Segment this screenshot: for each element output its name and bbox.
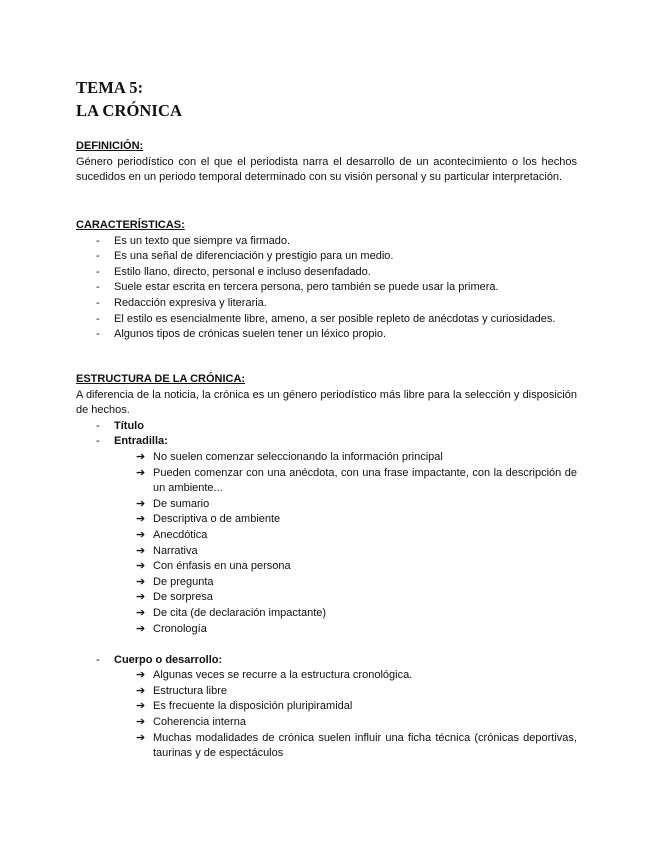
list-item — [76, 434, 577, 450]
list-item-text: Anecdótica — [153, 528, 208, 541]
list-item — [76, 559, 577, 575]
arrow-right-icon: ➔ — [136, 591, 146, 604]
dash-marker: - — [96, 653, 100, 666]
list-item-text: Algunas veces se recurre a la estructura cronológica. — [153, 669, 413, 682]
list-item — [76, 265, 577, 281]
list-item-text: Es frecuente la disposición pluripiramidal — [153, 700, 353, 713]
list-item — [76, 668, 577, 684]
list-item — [76, 512, 577, 528]
list-item-text: Coherencia interna — [153, 716, 246, 729]
structure-parts-list — [76, 419, 577, 450]
dash-marker: - — [96, 296, 100, 309]
list-item — [76, 528, 577, 544]
list-item-text: Algunos tipos de crónicas suelen tener un léxico propio. — [114, 328, 387, 341]
arrow-right-icon: ➔ — [136, 684, 146, 697]
arrow-right-icon: ➔ — [136, 669, 146, 682]
structure-part-cuerpo: Cuerpo o desarrollo: — [114, 653, 223, 666]
list-item-text: Estructura libre — [153, 684, 227, 697]
characteristics-list — [76, 234, 577, 343]
list-item — [76, 590, 577, 606]
list-item — [76, 544, 577, 560]
list-item — [76, 699, 577, 715]
list-item-text: No suelen comenzar seleccionando la información principal — [153, 450, 443, 463]
list-item-text: De pregunta — [153, 575, 214, 588]
list-item — [76, 606, 577, 622]
list-item — [76, 684, 577, 700]
arrow-right-icon: ➔ — [136, 528, 146, 541]
list-item — [76, 715, 577, 731]
arrow-right-icon: ➔ — [136, 731, 146, 744]
list-item-text: Redacción expresiva y literaria. — [114, 296, 267, 309]
arrow-right-icon: ➔ — [136, 544, 146, 557]
list-item — [76, 312, 577, 328]
list-item-text: De sorpresa — [153, 591, 213, 604]
list-item-text: De sumario — [153, 497, 210, 510]
list-item — [76, 327, 577, 343]
structure-heading: ESTRUCTURA DE LA CRÓNICA: — [76, 373, 246, 385]
structure-part-entradilla: Entradilla: — [114, 435, 168, 448]
cuerpo-list — [76, 668, 577, 762]
list-item — [76, 731, 577, 762]
dash-marker: - — [96, 419, 100, 432]
characteristics-section — [76, 218, 577, 343]
list-item — [76, 234, 577, 250]
list-item — [76, 280, 577, 296]
definition-text: Género periodístico con el que el periodista narra el desarrollo de un acontecimiento o los hechos sucedidos en un periodo temporal determinado con su visión personal y su particular interpretación. — [76, 155, 577, 184]
structure-intro: A diferencia de la noticia, la crónica es un género periodístico más libre para la selección y disposición de hechos. — [76, 388, 577, 417]
list-item-text: El estilo es esencialmente libre, ameno, a ser posible repleto de anécdotas y curiosidades. — [114, 312, 556, 325]
arrow-right-icon: ➔ — [136, 466, 146, 479]
list-item-text: Pueden comenzar con una anécdota, con una frase impactante, con la descripción de un ambiente... — [153, 466, 577, 495]
characteristics-heading: CARACTERÍSTICAS: — [76, 219, 185, 231]
document-title-topic: TEMA 5: — [76, 78, 144, 97]
list-item — [76, 622, 577, 638]
dash-marker: - — [96, 328, 100, 341]
list-item-text: Descriptiva o de ambiente — [153, 513, 281, 526]
list-item — [76, 497, 577, 513]
list-item-text: Suele estar escrita en tercera persona, pero también se puede usar la primera. — [114, 281, 499, 294]
list-item — [76, 249, 577, 265]
list-item — [76, 450, 577, 466]
definition-heading: DEFINICIÓN: — [76, 140, 144, 152]
list-item-text: Con énfasis en una persona — [153, 560, 291, 573]
dash-marker: - — [96, 312, 100, 325]
list-item-text: Es una señal de diferenciación y prestigio para un medio. — [114, 250, 394, 263]
dash-marker: - — [96, 265, 100, 278]
dash-marker: - — [96, 234, 100, 247]
arrow-right-icon: ➔ — [136, 560, 146, 573]
arrow-right-icon: ➔ — [136, 450, 146, 463]
arrow-right-icon: ➔ — [136, 497, 146, 510]
list-item-text: Es un texto que siempre va firmado. — [114, 234, 291, 247]
list-item — [76, 296, 577, 312]
list-item-text: De cita (de declaración impactante) — [153, 606, 327, 619]
definition-section — [76, 139, 577, 186]
list-item — [76, 575, 577, 591]
structure-section — [76, 372, 577, 762]
arrow-right-icon: ➔ — [136, 575, 146, 588]
list-item-text: Muchas modalidades de crónica suelen influir una ficha técnica (crónicas deportivas, taurinas y de espectáculos — [153, 731, 577, 760]
dash-marker: - — [96, 250, 100, 263]
arrow-right-icon: ➔ — [136, 622, 146, 635]
list-item — [76, 419, 577, 435]
arrow-right-icon: ➔ — [136, 700, 146, 713]
structure-part-title: Título — [114, 419, 144, 432]
arrow-right-icon: ➔ — [136, 716, 146, 729]
arrow-right-icon: ➔ — [136, 513, 146, 526]
dash-marker: - — [96, 281, 100, 294]
entradilla-list — [76, 450, 577, 637]
list-item-text: Estilo llano, directo, personal e incluso desenfadado. — [114, 265, 371, 278]
dash-marker: - — [96, 435, 100, 448]
spacer — [76, 637, 577, 653]
list-item — [76, 653, 577, 669]
list-item-text: Narrativa — [153, 544, 198, 557]
list-item-text: Cronología — [153, 622, 207, 635]
arrow-right-icon: ➔ — [136, 606, 146, 619]
structure-parts-list-body — [76, 653, 577, 669]
document-title-main: LA CRÓNICA — [76, 101, 182, 120]
list-item — [76, 466, 577, 497]
